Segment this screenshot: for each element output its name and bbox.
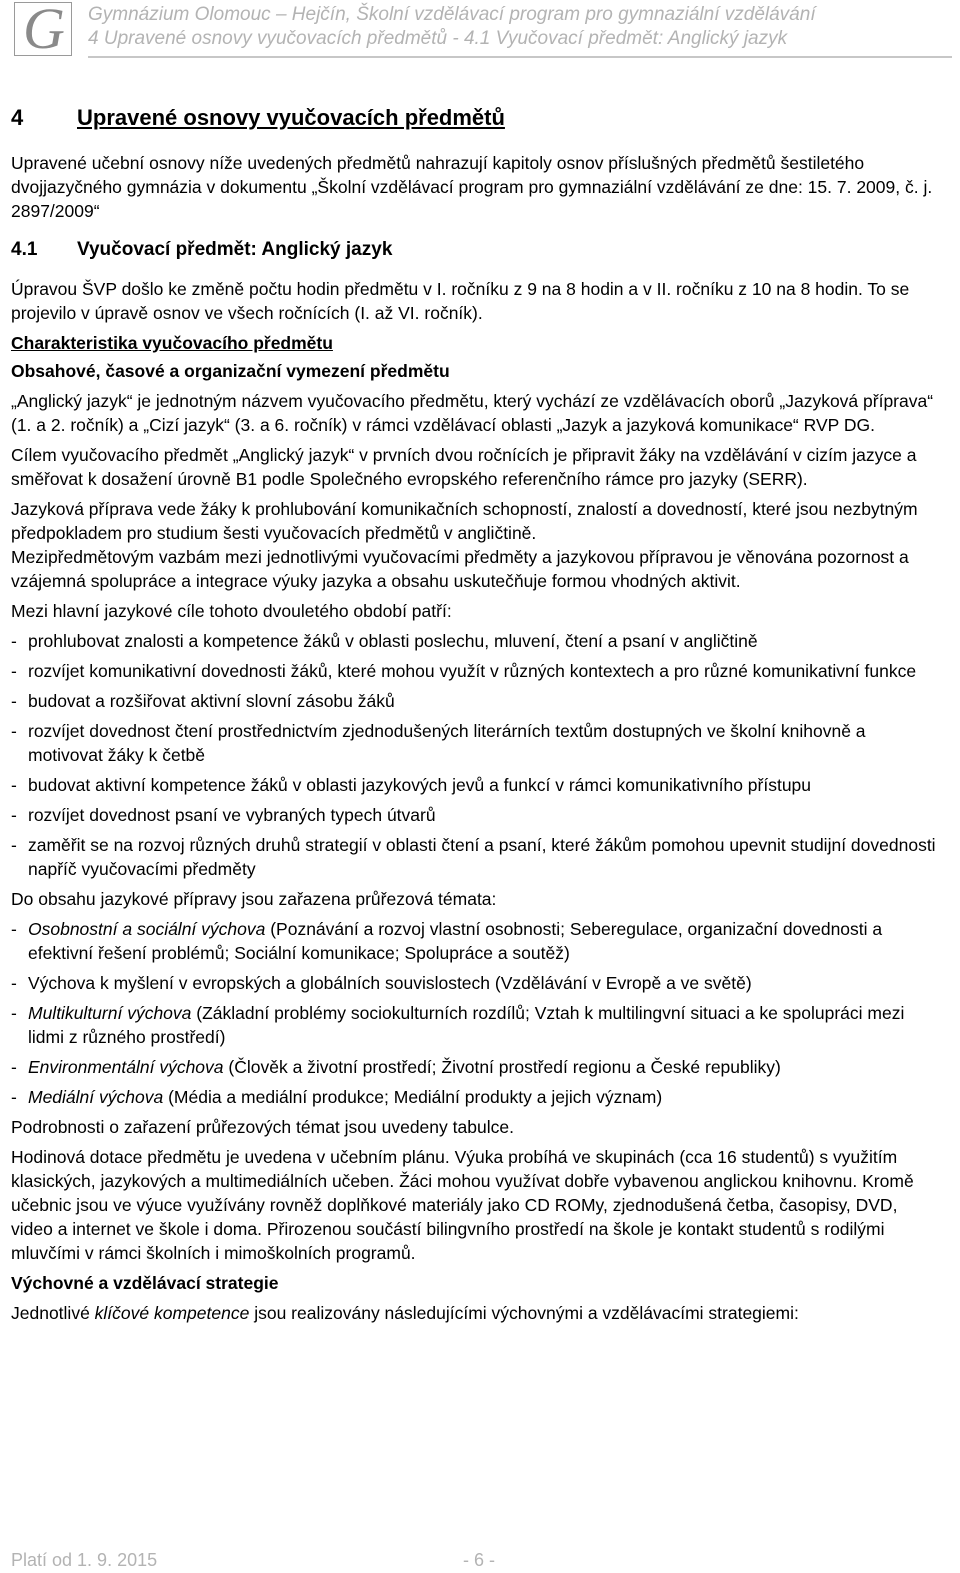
theme-item [11,971,941,995]
document-body [11,103,941,1325]
goals-intro: Mezi hlavní jazykové cíle tohoto dvouletého období patří: [11,601,452,621]
theme-desc: (Média a mediální produkce; Mediální produkty a jejich význam) [163,1087,663,1107]
section-number: 4.1 [11,239,38,260]
goal-item: - budovat aktivní kompetence žáků v oblasti jazykových jevů a funkcí v rámci komunikativního přístupu [11,773,941,797]
theme-desc: (Člověk a životní prostředí; Životní prostředí regionu a České republiky) [223,1057,781,1077]
chapter-number: 4 [11,105,24,130]
page-header [0,0,960,72]
characteristics-subheading: Obsahové, časové a organizační vymezení předmětu [11,361,450,381]
header-divider [88,56,952,58]
header-school-title: Gymnázium Olomouc – Hejčín, Školní vzdělávací program pro gymnaziální vzdělávání [88,4,816,25]
goal-item: - zaměřit se na rozvoj různých druhů strategií v oblasti čtení a psaní, které žákům pomohou upevnit studijní dovednosti napříč vyučovacími předměty [11,833,941,881]
strategies-text-after: jsou realizovány následujícími výchovnými a vzdělávacími strategiemi: [249,1303,799,1323]
characteristics-paragraph-3b: Mezipředmětovým vazbám mezi jednotlivými vyučovacími předměty a jazykovou přípravou je věnována pozornost a vzájemná spolupráce a integrace výuky jazyka a obsahu uskutečňuje formou vhodných aktivit. [11,547,909,591]
theme-desc: (Poznávání a rozvoj vlastní osobnosti; Seberegulace, organizační dovednosti a efektivní řešení problémů; Sociální komunikace; Spolupráce a soutěž) [28,919,883,963]
goals-list [11,629,941,881]
themes-list [11,917,941,1109]
goal-item: - rozvíjet komunikativní dovednosti žáků, které mohou využít v různých kontextech a pro různé komunikativní funkce [11,659,941,683]
page-footer [0,1548,960,1572]
themes-note: Podrobnosti o zařazení průřezových témat jsou uvedeny tabulce. [11,1117,514,1137]
strategies-heading: Výchovné a vzdělávací strategie [11,1273,279,1293]
logo-letter: G [23,0,65,61]
characteristics-paragraph-2: Cílem vyučovacího předmět „Anglický jazyk“ v prvních dvou ročnících je připravit žáky na vzdělávání v cizím jazyce a směřovat k dosažení úrovně B1 podle Společného evropského referenčního rámce pro jazyky (SERR). [11,445,917,489]
header-section-title: 4 Upravené osnovy vyučovacích předmětů - 4.1 Vyučovací předmět: Anglický jazyk [88,28,788,49]
characteristics-paragraph-3a: Jazyková příprava vede žáky k prohlubování komunikačních schopností, znalostí a dovedností, které jsou nezbytným předpokladem pro studium šesti vyučovacích předmětů v angličtině. [11,499,918,543]
theme-name: Mediální výchova [28,1087,164,1107]
theme-item [11,1055,941,1079]
theme-desc: (Základní problémy sociokulturních rozdílů; Vztah k multilingvní situaci a ke spolupráci mezi lidmi z různého prostředí) [28,1003,905,1047]
strategies-text [11,1301,941,1325]
strategies-text-before: Jednotlivé [11,1303,95,1323]
school-logo [14,0,72,61]
strategies-key-term: klíčové kompetence [94,1303,250,1323]
characteristics-paragraph-4: Hodinová dotace předmětu je uvedena v učebním plánu. Výuka probíhá ve skupinách (cca 16 studentů) s využitím klasických, jazykových a multimediálních učeben. Žáci mohou využívat dobře vybavenou anglickou knihovnu. Kromě učebnic jsou ve výuce využívány rovněž doplňkové materiály jako CD ROMy, zjednodušená četba, časopisy, DVD, video a internet ve škole i doma. Přirozenou součástí bilingvního prostředí na škole je kontakt studentů s rodilými mluvčími v rámci školních i mimoškolních programů. [11,1147,914,1263]
footer-page-number: - 6 - [463,1550,496,1570]
footer-valid-from: Platí od 1. 9. 2015 [11,1550,158,1570]
section-title: Vyučovací předmět: Anglický jazyk [77,239,393,260]
themes-intro: Do obsahu jazykové přípravy jsou zařazena průřezová témata: [11,889,497,909]
section-change-note: Úpravou ŠVP došlo ke změně počtu hodin předmětu v I. ročníku z 9 na 8 hodin a v II. ročníku z 10 na 8 hodin. To se projevilo v úpravě osnov ve všech ročnících (I. až VI. ročník). [11,279,910,323]
goal-item: - rozvíjet dovednost psaní ve vybraných typech útvarů [11,803,941,827]
theme-name: Výchova k myšlení v evropských a globálních souvislostech [28,973,491,993]
theme-name: Osobnostní a sociální výchova [28,919,266,939]
theme-item [11,1085,941,1109]
theme-name: Multikulturní výchova [28,1003,192,1023]
chapter-heading [11,103,941,133]
goal-item: - prohlubovat znalosti a kompetence žáků v oblasti poslechu, mluvení, čtení a psaní v angličtině [11,629,941,653]
section-heading [11,237,941,263]
goal-item: - rozvíjet dovednost čtení prostřednictvím zjednodušených literárních textům dostupných ve školní knihovně a motivovat žáky k četbě [11,719,941,767]
theme-desc: (Vzdělávání v Evropě a ve světě) [490,973,752,993]
theme-item [11,917,941,965]
chapter-title: Upravené osnovy vyučovacích předmětů [77,105,505,130]
theme-name: Environmentální výchova [28,1057,224,1077]
goal-item: - budovat a rozšiřovat aktivní slovní zásobu žáků [11,689,941,713]
theme-item [11,1001,941,1049]
characteristics-paragraph-1: „Anglický jazyk“ je jednotným názvem vyučovacího předmětu, který vychází ze vzdělávacích oborů „Jazyková příprava“ (1. a 2. ročník) a „Cizí jazyk“ (3. a 6. ročník) v rámci vzdělávací oblasti „Jazyk a jazyková komunikace“ RVP DG. [11,391,934,435]
characteristics-heading: Charakteristika vyučovacího předmětu [11,333,333,353]
chapter-intro: Upravené učební osnovy níže uvedených předmětů nahrazují kapitoly osnov příslušných předmětů šestiletého dvojjazyčného gymnázia v dokumentu „Školní vzdělávací program pro gymnaziální vzdělávání ze dne: 15. 7. 2009, č. j. 2897/2009“ [11,153,933,221]
